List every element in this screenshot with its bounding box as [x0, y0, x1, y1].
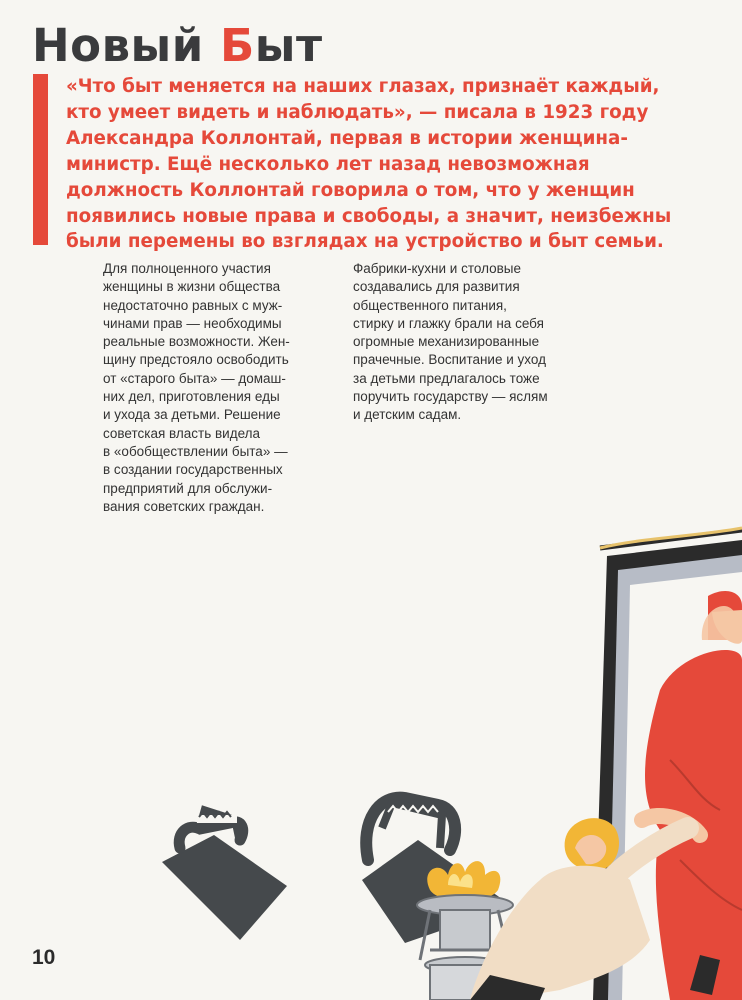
body-line: общественного питания,: [353, 297, 507, 313]
body-line: недостаточно равных с муж-: [103, 297, 283, 313]
title-part-1: Новый: [32, 19, 220, 72]
lead-line: были перемены во взглядах на устройство и быт семьи.: [66, 231, 664, 253]
body-line: женщины в жизни общества: [103, 279, 281, 295]
body-line: создавались для развития: [353, 279, 520, 295]
body-line: от «старого быта» — домаш-: [103, 370, 286, 386]
body-line: чинами прав — необходимы: [103, 315, 282, 331]
body-line: вания советских граждан.: [103, 498, 265, 514]
body-line: прачечные. Воспитание и уход: [353, 352, 546, 368]
body-line: и детским садам.: [353, 407, 462, 423]
page-number: 10: [32, 946, 56, 969]
lead-line: министр. Ещё несколько лет назад невозможная: [66, 153, 590, 175]
body-line: реальные возможности. Жен-: [103, 334, 290, 350]
body-line: за детьми предлагалось тоже: [353, 370, 540, 386]
body-line: огромные механизированные: [353, 334, 540, 350]
body-line: в создании государственных: [103, 462, 283, 478]
lead-line: «Что быт меняется на наших глазах, признаёт каждый,: [66, 76, 660, 97]
lead-line: появились новые права и свободы, а значит, неизбежны: [66, 205, 672, 227]
body-line: предприятий для обслужи-: [103, 480, 273, 496]
lead-line: Александра Коллонтай, первая в истории женщина-: [66, 127, 628, 149]
body-line: в «обобществлении быта» —: [103, 443, 288, 459]
body-line: них дел, приготовления еды: [103, 389, 280, 405]
body-line: Для полноценного участия: [103, 261, 271, 276]
body-line: советская власть видела: [103, 425, 261, 441]
body-line: Фабрики-кухни и столовые: [353, 261, 522, 276]
body-line: стирку и глажку брали на себя: [353, 315, 544, 331]
body-line: поручить государству — яслям: [353, 389, 548, 405]
lead-line: должность Коллонтай говорила о том, что у женщин: [66, 179, 635, 201]
body-line: щину предстояло освободить: [103, 352, 289, 368]
lead-line: кто умеет видеть и наблюдать», — писала в 1923 году: [66, 101, 649, 123]
iron-left-illustration: [162, 811, 287, 940]
title-part-2: ыт: [254, 19, 323, 72]
body-line: и ухода за детьми. Решение: [103, 407, 281, 423]
title-accent-letter: Б: [219, 19, 255, 72]
